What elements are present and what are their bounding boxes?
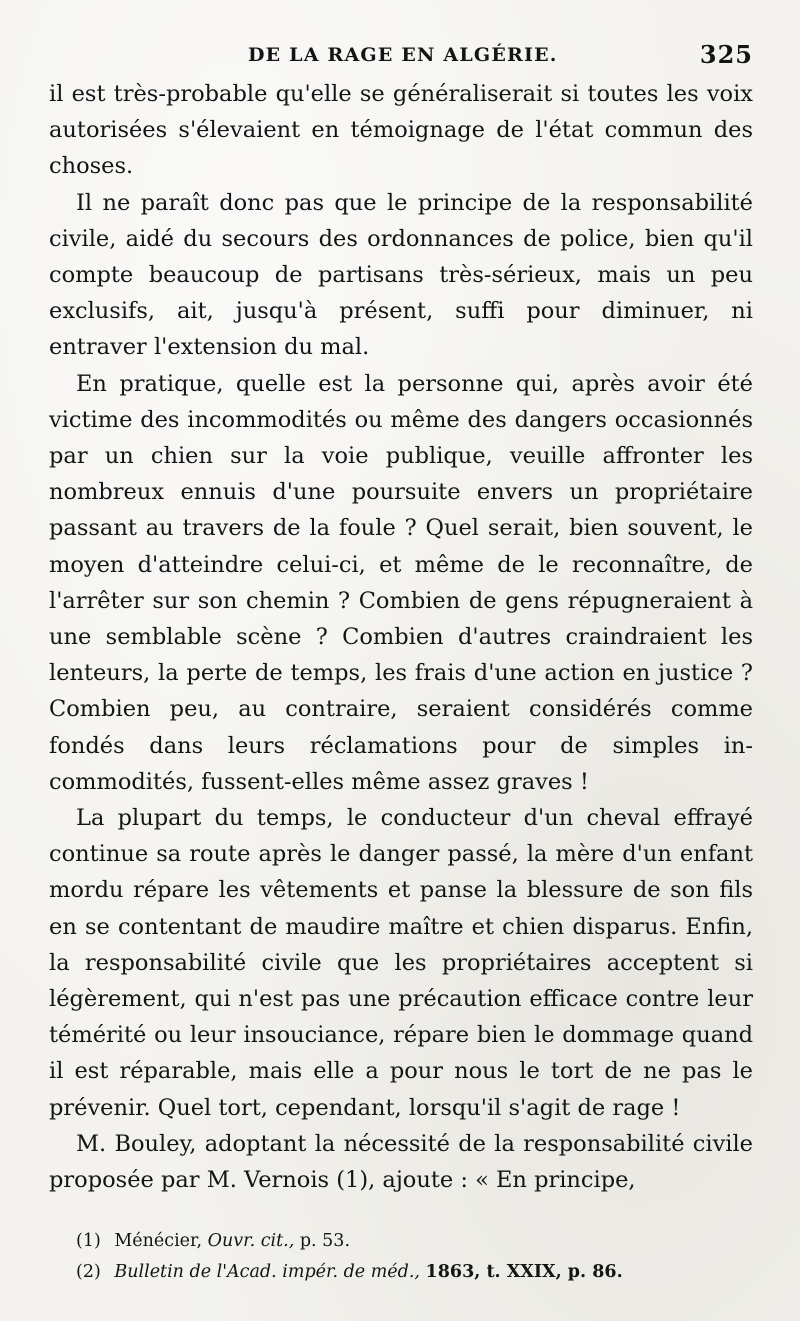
paragraph-continuation: il est très-probable qu'elle se généraliserait si toutes les voix autorisées s'élevaient en témoignage de l'état commun des choses. xyxy=(49,81,753,180)
footnote-author: Ménécier, xyxy=(114,1231,203,1251)
footnote-work: Ouvr. cit., xyxy=(207,1231,295,1251)
footnote-number: (1) xyxy=(76,1231,101,1251)
paragraph: M. Bouley, adoptant la nécessité de la responsabilité civile proposée par M. Vernois (1), ajoute : « En principe, xyxy=(49,1130,753,1194)
footnote-work: Bulletin de l'Acad. impér. de méd., xyxy=(114,1262,420,1282)
footnote-reference: 1863, t. XXIX, p. 86. xyxy=(425,1262,623,1282)
footnote xyxy=(76,1257,756,1288)
footnote-reference: p. 53. xyxy=(299,1231,351,1251)
paragraph: Il ne paraît donc pas que le principe de la responsabilité civile, aidé du secours des ordonnances de police, bien qu'il compte beaucoup de partisans très-sérieux, mais un peu exclusifs, ait, jusqu'à présent, suffi pour diminuer, ni entraver l'extension du mal. xyxy=(49,189,753,361)
page-number: 325 xyxy=(699,40,753,69)
footnote-number: (2) xyxy=(76,1262,101,1282)
footnote xyxy=(76,1226,756,1257)
paragraph: En pratique, quelle est la personne qui, après avoir été victime des incommodités ou même des dangers occasionnés par un chien sur la voie publique, veuille affronter les nombreux ennuis d'une poursuite envers un propriétaire passant au travers de la foule ? Quel serait, bien souvent, le moyen d'atteindre celui-ci, et même de le reconnaître, de l'arrêter sur son chemin ? Combien de gens répugneraient à une semblable scène ? Combien d'autres craindraient les lenteurs, la perte de temps, les frais d'une action en justice ? Combien peu, au contraire, seraient considérés comme fondés dans leurs réclamations pour de simples incommodités, fussent-elles même assez graves ! xyxy=(49,370,753,795)
page-header xyxy=(0,38,800,78)
paragraph: La plupart du temps, le conducteur d'un cheval effrayé continue sa route après le danger passé, la mère d'un enfant mordu répare les vêtements et panse la blessure de son fils en se contentant de maudire maître et chien disparus. Enfin, la responsabilité civile que les propriétaires acceptent si légèrement, qui n'est pas une précaution efficace contre leur témérité ou leur insouciance, répare bien le dommage quand il est réparable, mais elle a pour nous le tort de ne pas le prévenir. Quel tort, cependant, lorsqu'il s'agit de rage ! xyxy=(49,805,753,1121)
running-title: DE LA RAGE EN ALGÉRIE. xyxy=(248,44,558,66)
body-text xyxy=(49,76,753,1198)
footnotes xyxy=(76,1226,756,1288)
